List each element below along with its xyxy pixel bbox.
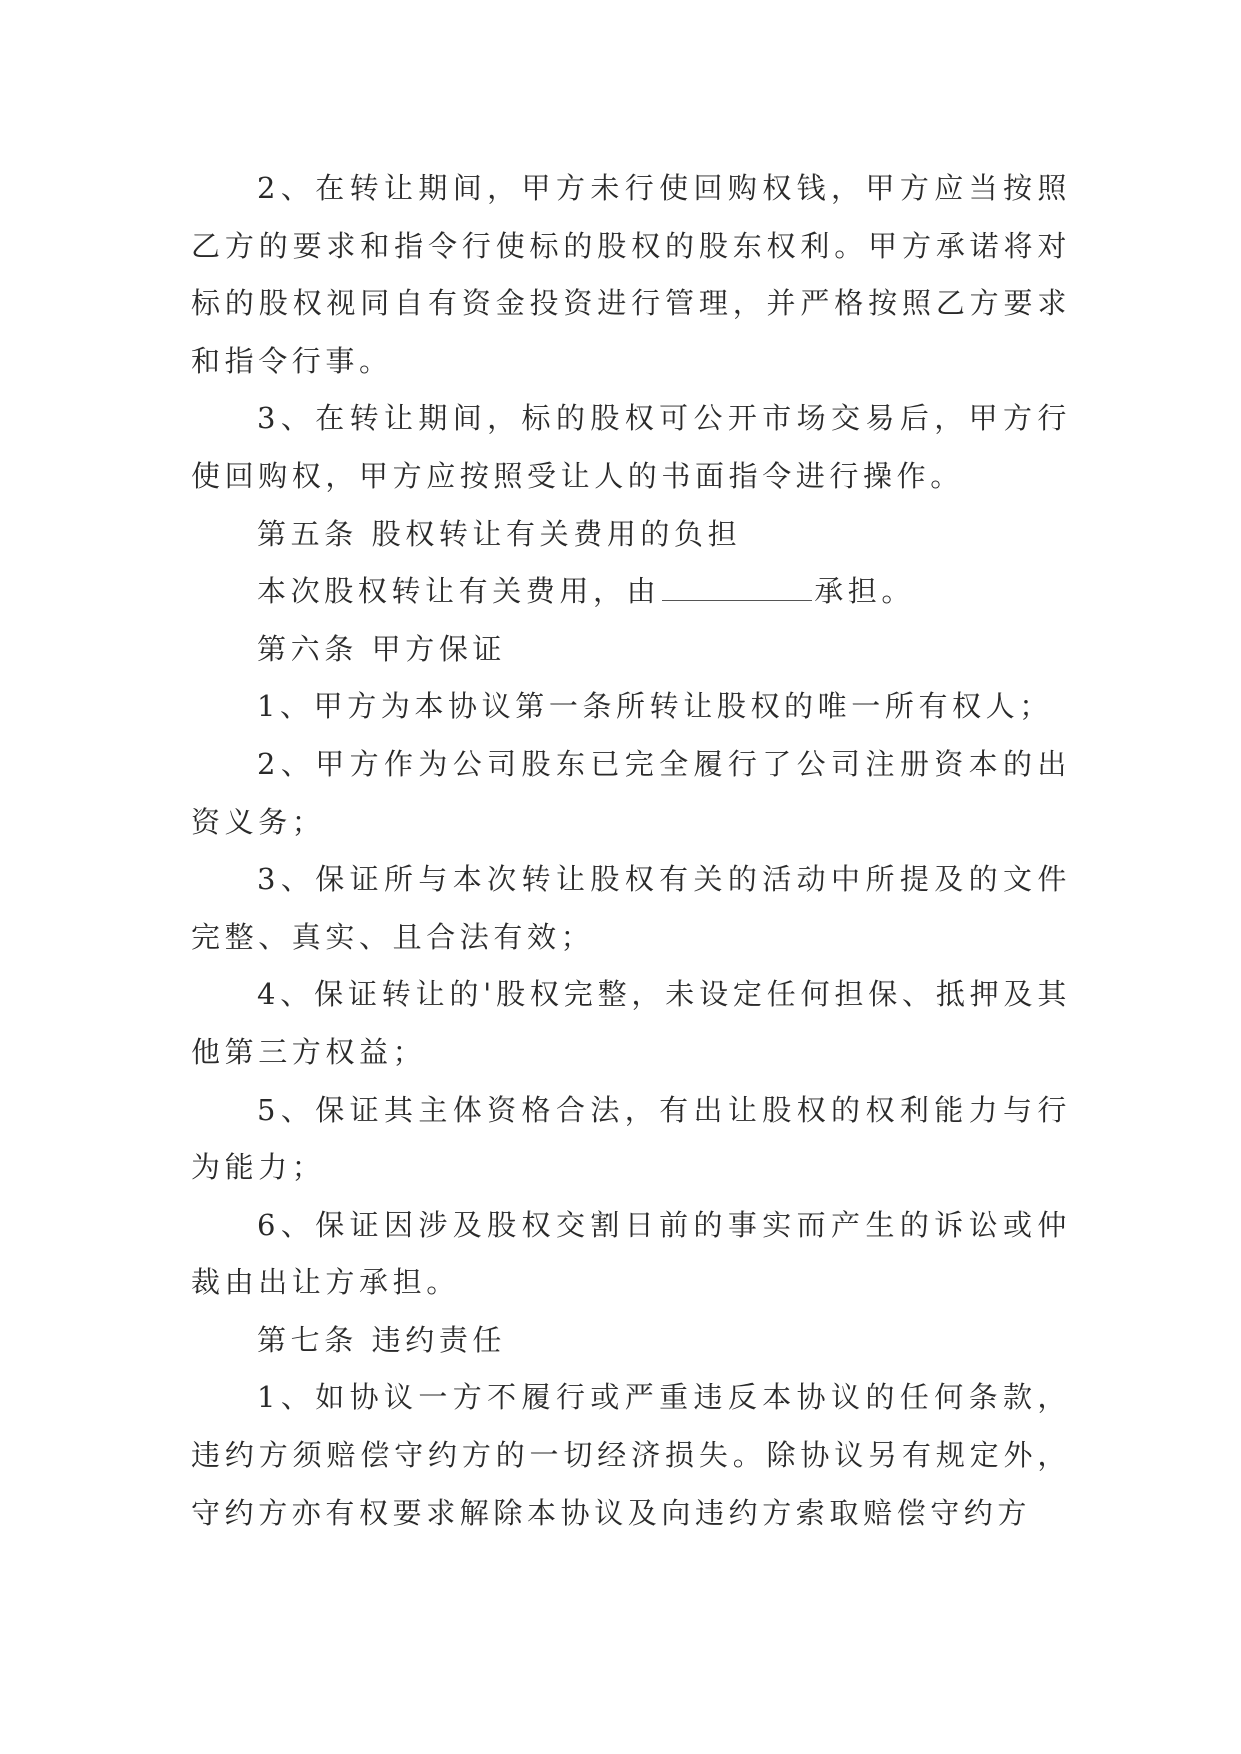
article-6-item-6: 6、保证因涉及股权交割日前的事实而产生的诉讼或仲裁由出让方承担。 xyxy=(191,1207,1071,1300)
article-6-item-4: 4、保证转让的'股权完整，未设定任何担保、抵押及其他第三方权益； xyxy=(191,977,1071,1069)
document-body xyxy=(191,160,1071,1542)
article-5-text-after-blank: 承担。 xyxy=(814,574,916,609)
article-5-text-before-blank: 本次股权转让有关费用，由 xyxy=(257,574,661,609)
article-7-heading: 第七条 违约责任 xyxy=(257,1322,507,1357)
paragraph-clause-4-3: 3、在转让期间，标的股权可公开市场交易后，甲方行使回购权，甲方应按照受让人的书面指令进行操作。 xyxy=(191,401,1071,493)
article-6-item-5: 5、保证其主体资格合法，有出让股权的权利能力与行为能力； xyxy=(191,1092,1071,1185)
article-6-item-2: 2、甲方作为公司股东已完全履行了公司注册资本的出资义务； xyxy=(191,746,1071,839)
article-6-heading: 第六条 甲方保证 xyxy=(257,631,507,666)
article-6-item-3: 3、保证所与本次转让股权有关的活动中所提及的文件完整、真实、且合法有效； xyxy=(191,862,1071,954)
article-7-item-1: 1、如协议一方不履行或严重违反本协议的任何条款，违约方须赔偿守约方的一切经济损失。除协议另有规定外，守约方亦有权要求解除本协议及向违约方索取赔偿守约方 xyxy=(191,1380,1071,1530)
fill-in-blank xyxy=(662,570,812,601)
paragraph-clause-4-2: 2、在转让期间，甲方未行使回购权钱，甲方应当按照乙方的要求和指令行使标的股权的股东权利。甲方承诺将对标的股权视同自有资金投资进行管理，并严格按照乙方要求和指令行事。 xyxy=(191,171,1071,378)
article-6-item-1: 1、甲方为本协议第一条所转让股权的唯一所有权人； xyxy=(257,689,1053,724)
article-5-body xyxy=(191,563,1071,621)
article-5-heading: 第五条 股权转让有关费用的负担 xyxy=(257,516,742,551)
